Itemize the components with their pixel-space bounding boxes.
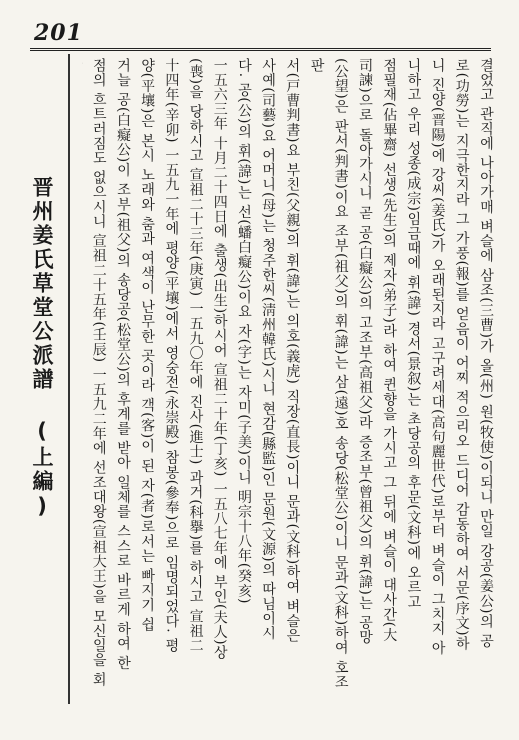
text-column: 다. 공(公)의 휘(諱)는 선(蟠白癡公)이요 자(字)는 자미(子美)이니 明宗十八年(癸亥) bbox=[235, 58, 252, 605]
text-column: (喪)을 당하시고 宣祖二十三年(庚寅) 一五九〇年에 진사(進士) 과거(科擧)를 하시고 宣祖二 bbox=[187, 58, 204, 653]
text-column: 一五六三年 十月二十四日에 출생(出生)하시어 宣祖二十年(丁亥) 一五八七年에 부인(夫人)상 bbox=[211, 58, 228, 660]
header-rule bbox=[30, 48, 491, 51]
text-column: 서(戸曹判書)요 부친(父親)의 휘(諱)는 의호(義虎) 직장(直長)이니 문과(文科)하여 벼슬은 bbox=[284, 58, 301, 643]
text-column: 점필재(佔畢齋) 선생(先生)의 제자(弟子)라 하여 퀸향을 가시고 그 뒤에 벼슬이 대사간(大 bbox=[381, 58, 398, 643]
text-column: 결었고 관직에 나아가매 벼슬에 삼조(三曹)가 올(州) 원(牧使)이되니 만일 강공(姜公)의 공 bbox=[478, 58, 494, 649]
text-column: 니하고 우리 성종(成宗)임금때에 휘(諱) 경서(景叙)는 초당공의 후문(文科)에 오르고 bbox=[405, 58, 422, 610]
text-column: 양(平壤)은 본시 노래와 춤과 여색이 난무한 곳이라 객(客)이 된 자(者)로서는 빠지기 쉽 bbox=[139, 58, 156, 632]
body-text bbox=[82, 58, 498, 698]
text-column: 로(功勞)는 지극한지라 그 가풍(報)를 얻음이 어찌 적으리오 드디어 감동하여 서문(序文)하 bbox=[453, 58, 470, 651]
text-column: 점의 흐트러짐도 없으시니 宣祖二十五年(壬辰) 一五九二年에 선조대왕(宣祖大王)을 모신일을 회 bbox=[90, 58, 107, 687]
text-column: 거늘 공(白癡公)이 조부(祖父)의 송당공(松堂公)의 후계를 받아 일체를 스스로 바르게 하여 한 bbox=[114, 58, 131, 671]
text-column: 니 진양(晋陽)에 강씨(姜氏)가 오래된지라 고구려세대(高句麗世代)로부터 벼슬이 그치지 아 bbox=[429, 58, 446, 656]
text-column: 司諫)으로 돌아가시니 곧 공(白癡公)의 고조부(高祖父)라 증조부(曾祖父)의 휘(諱)는 공망 bbox=[356, 58, 373, 645]
text-column: (公望)은 판서(判書)이요 조부(祖父)의 휘(諱)는 삼(遠)호 송당(松堂公)이니 문과(文科)하여 호조판 bbox=[308, 58, 349, 690]
book-title: 晋州姜氏草堂公派譜 (上編) bbox=[30, 176, 54, 521]
text-column: 十四年(辛卯) 一五九一年에 평양(平壤)에서 영숭전(永崇殿) 참봉(參奉)으로 임명되었다. 평 bbox=[163, 58, 180, 653]
text-column: 사예(司藝)요 어머니(母)는 청주한씨(淸州韓氏)시니 현감(縣監)인 문원(文源)의 따님이시 bbox=[260, 58, 277, 641]
title-divider-rule bbox=[68, 54, 70, 704]
page-number: 201 bbox=[34, 20, 83, 46]
